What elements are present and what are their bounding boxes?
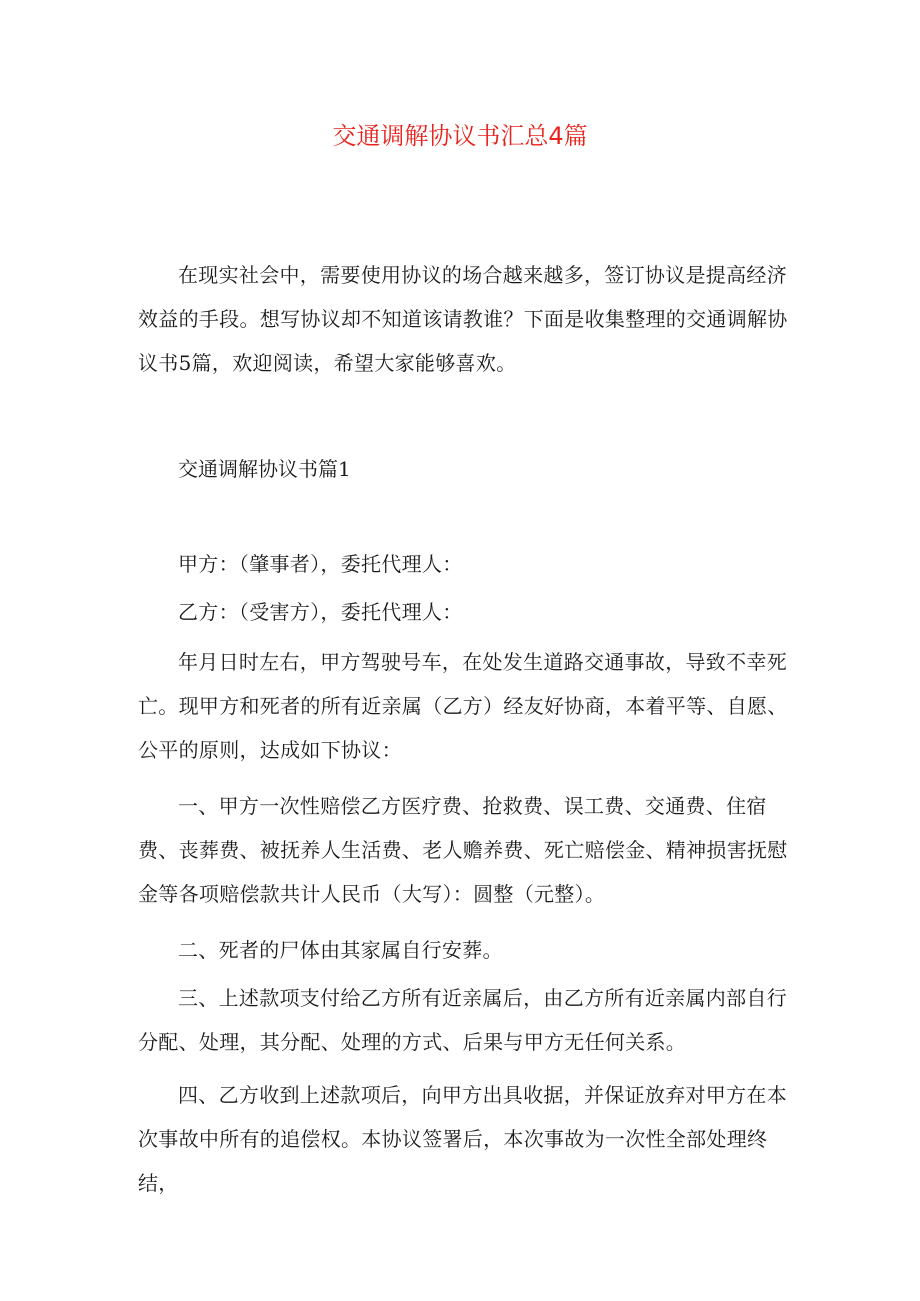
party-b-line: 乙方：（受害方），委托代理人： (178, 600, 463, 624)
facts-paragraph: 年月日时左右，甲方驾驶号车，在处发生道路交通事故，导致不幸死亡。现甲方和死者的所有近亲属（乙方）经友好协商，本着平等、自愿、公平的原则，达成如下协议： (138, 650, 788, 762)
document-title: 交通调解协议书汇总4篇 (332, 122, 588, 150)
clause-2: 二、死者的尸体由其家属自行安葬。 (178, 938, 503, 962)
intro-paragraph: 在现实社会中，需要使用协议的场合越来越多，签订协议是提高经济效益的手段。想写协议却不知道该请教谁？下面是收集整理的交通调解协议书5篇，欢迎阅读，希望大家能够喜欢。 (138, 263, 788, 375)
section-heading: 交通调解协议书篇1 (178, 457, 351, 481)
clause-3: 三、上述款项支付给乙方所有近亲属后，由乙方所有近亲属内部自行分配、处理，其分配、处理的方式、后果与甲方无任何关系。 (138, 986, 787, 1054)
clause-4: 四、乙方收到上述款项后，向甲方出具收据，并保证放弃对甲方在本次事故中所有的追偿权。本协议签署后，本次事故为一次性全部处理终结， (138, 1083, 787, 1195)
party-a-line: 甲方：（肇事者），委托代理人： (178, 552, 463, 576)
clause-1: 一、甲方一次性赔偿乙方医疗费、抢救费、误工费、交通费、住宿费、丧葬费、被抚养人生活费、老人赡养费、死亡赔偿金、精神损害抚慰金等各项赔偿款共计人民币（大写）：圆整（元整）。 (138, 794, 788, 906)
